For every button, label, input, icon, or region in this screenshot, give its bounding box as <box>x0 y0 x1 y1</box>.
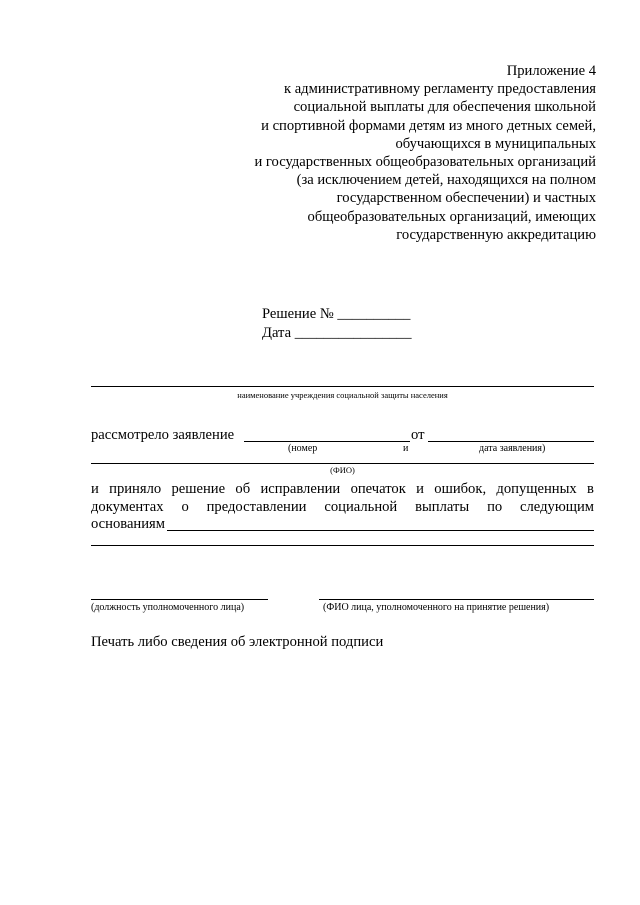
paragraph-word: документах <box>91 498 164 515</box>
paragraph-word: и <box>91 481 99 497</box>
appendix-line: (за исключением детей, находящихся на полном <box>296 172 596 189</box>
grounds-label: основаниям <box>91 516 165 532</box>
paragraph-word: предоставлении <box>206 498 307 515</box>
decision-number: Решение № __________ <box>262 306 411 322</box>
application-number-line <box>244 441 410 442</box>
paragraph-word: опечаток <box>350 481 406 497</box>
name-signature-line <box>319 599 594 600</box>
institution-caption: наименование учреждения социальной защиты населения <box>237 390 448 400</box>
decision-paragraph <box>91 481 594 534</box>
paragraph-word: приняло <box>109 481 162 497</box>
paragraph-word: ошибок, <box>434 481 487 497</box>
date-caption: дата заявления) <box>479 443 546 454</box>
paragraph-line-3 <box>91 516 594 534</box>
appendix-line: к административному регламенту предоставления <box>283 81 596 98</box>
paragraph-word: исправлении <box>260 481 341 497</box>
from-label: от <box>411 427 425 443</box>
paragraph-word: о <box>181 498 189 515</box>
appendix-line: государственную аккредитацию <box>396 226 596 243</box>
paragraph-word: об <box>235 481 251 497</box>
application-date-line <box>428 441 594 442</box>
paragraph-word: следующим <box>520 498 594 515</box>
number-caption: (номер <box>288 443 318 454</box>
paragraph-word: и <box>416 481 424 497</box>
appendix-header <box>200 62 596 244</box>
paragraph-word: решение <box>171 481 226 497</box>
position-caption: (должность уполномоченного лица) <box>91 602 245 613</box>
name-caption: (ФИО лица, уполномоченного на принятие решения) <box>323 602 550 613</box>
grounds-fill-line <box>167 516 594 531</box>
reviewed-label: рассмотрело заявление <box>91 427 235 443</box>
paragraph-line-2 <box>91 499 594 517</box>
paragraph-word: выплаты <box>415 498 470 515</box>
seal-text: Печать либо сведения об электронной подписи <box>91 634 384 650</box>
paragraph-word: в <box>587 481 594 497</box>
appendix-line: Приложение 4 <box>506 63 596 79</box>
institution-line <box>91 386 594 387</box>
appendix-line: социальной выплаты для обеспечения школьной <box>293 99 596 116</box>
appendix-line: государственном обеспечении) и частных <box>336 190 596 207</box>
appendix-line: и государственных общеобразовательных организаций <box>254 154 596 171</box>
fio-caption: (ФИО) <box>330 465 355 475</box>
appendix-line: и спортивной формами детям из много детных семей, <box>261 117 596 134</box>
fio-line <box>91 463 594 464</box>
paragraph-line-1 <box>91 481 594 499</box>
grounds-extra-line <box>91 545 594 546</box>
appendix-line: общеобразовательных организаций, имеющих <box>307 208 596 225</box>
paragraph-word: социальной <box>324 498 398 515</box>
paragraph-word: по <box>487 498 503 515</box>
decision-date: Дата ________________ <box>262 325 412 341</box>
appendix-line: обучающихся в муниципальных <box>395 135 596 152</box>
position-signature-line <box>91 599 268 600</box>
paragraph-word: допущенных <box>496 481 577 497</box>
and-caption: и <box>403 443 409 454</box>
